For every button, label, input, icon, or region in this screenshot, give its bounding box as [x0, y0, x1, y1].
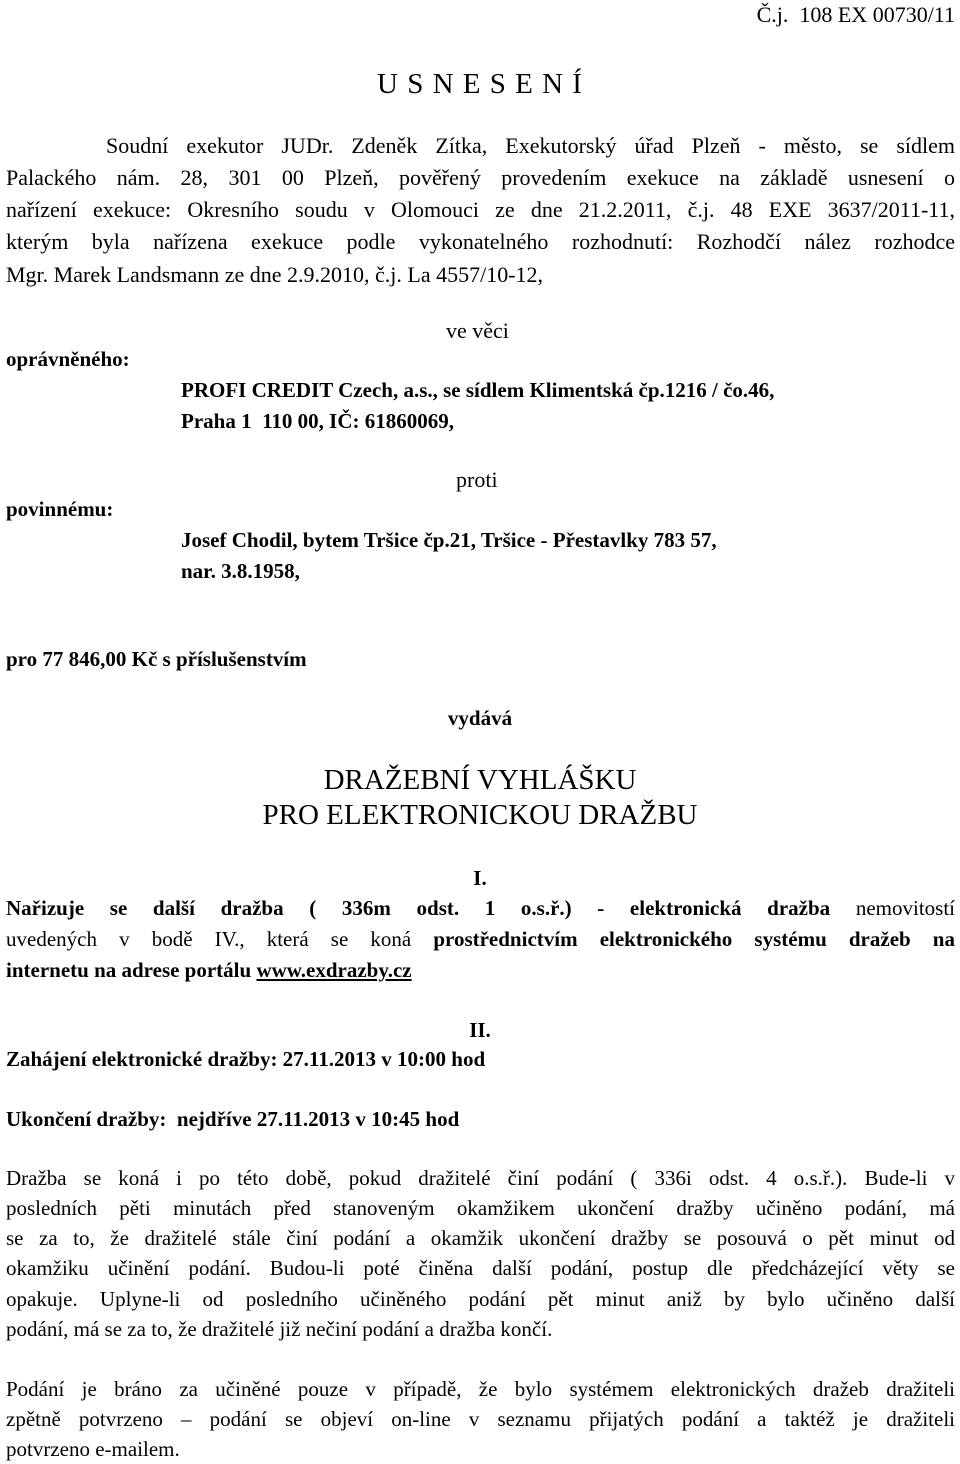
intro-line: Palackého nám. 28, 301 00 Plzeň, pověřený provedením exekuce na základě usnesení o	[6, 165, 955, 190]
case-number: Č.j. 108 EX 00730/11	[756, 2, 955, 27]
intro-line: Mgr. Marek Landsmann ze dne 2.9.2010, č.j. La 4557/10-12,	[6, 262, 544, 287]
notice-title: DRAŽEBNÍ VYHLÁŠKU	[323, 764, 637, 796]
auction-start: Zahájení elektronické dražby: 27.11.2013 v 10:00 hod	[6, 1047, 486, 1071]
section-numeral: I.	[473, 866, 487, 890]
section1-line	[6, 896, 955, 921]
paragraph-line: potvrzeno e-mailem.	[6, 1437, 180, 1461]
document-title: U S N E S E N Í	[377, 68, 583, 100]
paragraph-line: podání, má se za to, že dražitelé již nečiní podání a dražba končí.	[6, 1317, 553, 1341]
claim-amount: pro 77 846,00 Kč s příslušenstvím	[6, 647, 307, 671]
paragraph-line: Dražba se koná i po této době, pokud dražitelé činí podání ( 336i odst. 4 o.s.ř.). Bude-li v	[6, 1166, 955, 1190]
section1-text: uvedených v bodě IV., která se koná	[6, 927, 434, 951]
creditor-line: PROFI CREDIT Czech, a.s., se sídlem Klimentská čp.1216 / čo.46,	[181, 378, 775, 402]
intro-line: Soudní exekutor JUDr. Zdeněk Zítka, Exekutorský úřad Plzeň - město, se sídlem	[106, 133, 955, 158]
debtor-line: Josef Chodil, bytem Tršice čp.21, Tršice - Přestavlky 783 57,	[181, 528, 717, 552]
section-numeral: II.	[469, 1018, 491, 1042]
paragraph-line: posledních pěti minutách před stanoveným okamžikem ukončení dražby učiněno podání, má	[6, 1196, 955, 1220]
section1-system: prostřednictvím elektronického systému dražeb na	[433, 927, 955, 951]
debtor-label: povinnému:	[6, 497, 114, 521]
against-label: proti	[456, 467, 498, 492]
section1-text: nemovitostí	[830, 896, 956, 920]
creditor-line: Praha 1 110 00, IČ: 61860069,	[181, 409, 454, 433]
paragraph-line: zpětně potvrzeno – podání se objeví on-line v seznamu přijatých podání a taktéž je dražiteli	[6, 1407, 955, 1431]
in-matter-label: ve věci	[446, 318, 509, 343]
paragraph-line: Podání je bráno za učiněné pouze v případě, že bylo systémem elektronických dražeb dražiteli	[6, 1377, 955, 1401]
issues-label: vydává	[447, 706, 513, 730]
section1-line	[6, 958, 955, 983]
debtor-line: nar. 3.8.1958,	[181, 559, 300, 583]
section1-order: Nařizuje se další dražba ( 336m odst. 1 o.s.ř.) - elektronická dražba	[6, 896, 831, 920]
creditor-label: oprávněného:	[6, 347, 130, 371]
intro-line: nařízení exekuce: Okresního soudu v Olomouci ze dne 21.2.2011, č.j. 48 EXE 3637/2011-11,	[6, 197, 955, 222]
intro-line: kterým byla nařízena exekuce podle vykonatelného rozhodnutí: Rozhodčí nález rozhodce	[6, 229, 955, 254]
auction-end: Ukončení dražby: nejdříve 27.11.2013 v 10:45 hod	[6, 1107, 460, 1131]
paragraph-line: se za to, že dražitelé stále činí podání a okamžik ukončení dražby se posouvá o pět minut od	[6, 1226, 955, 1250]
section1-line	[6, 927, 955, 952]
portal-link[interactable]: www.exdrazby.cz	[256, 958, 412, 982]
notice-subtitle: PRO ELEKTRONICKOU DRAŽBU	[262, 799, 698, 831]
section1-portal: internetu na adrese portálu	[6, 958, 257, 982]
paragraph-line: okamžiku učinění podání. Budou-li poté činěna další podání, postup dle předcházející věty se	[6, 1256, 955, 1280]
paragraph-line: opakuje. Uplyne-li od posledního učiněného podání pět minut aniž by bylo učiněno další	[6, 1287, 955, 1311]
